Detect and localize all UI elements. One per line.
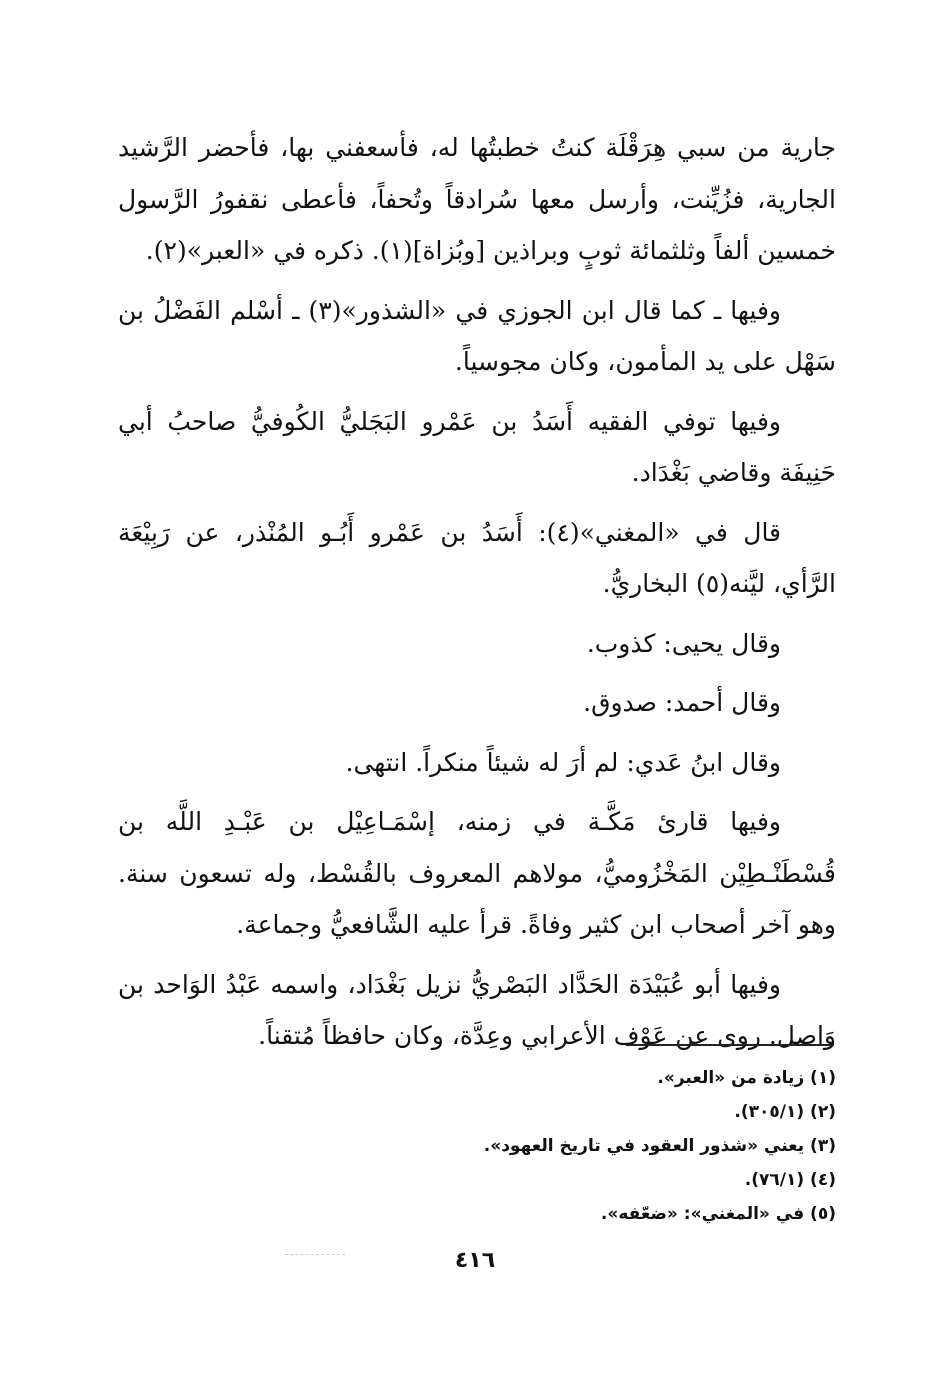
page-number: ٤١٦ bbox=[454, 1248, 496, 1273]
footnote-1: (١) زيادة من «العبر». bbox=[657, 1068, 836, 1088]
footnote-5: (٥) في «المغني»: «ضعّفه». bbox=[600, 1204, 836, 1224]
paragraph-7: وقال ابنُ عَدي: لم أرَ له شيئاً منكراً. انتهى. bbox=[345, 747, 781, 777]
paragraph-6: وقال أحمد: صدوق. bbox=[583, 688, 781, 717]
footnotes bbox=[118, 1061, 836, 1231]
paragraph-2: وفيها ـ كما قال ابن الجوزي في «الشذور»(٣) ـ أسْلم الفَضْلُ بن سَهْل على يد المأمون، وكان مجوسياً. bbox=[118, 295, 836, 376]
paragraph-3: وفيها توفي الفقيه أَسَدُ بن عَمْرو البَجَليُّ الكُوفيُّ صاحبُ أبي حَنِيفَة وقاضي بَغْدَاد. bbox=[118, 406, 836, 487]
footnote-3: (٣) يعني «شذور العقود في تاريخ العهود». bbox=[483, 1136, 836, 1156]
footnote-4: (٤) (٧٦/١). bbox=[744, 1170, 836, 1190]
footnote-2: (٢) (٣٠٥/١). bbox=[734, 1102, 836, 1122]
paragraph-5: وقال يحيى: كذوب. bbox=[586, 628, 781, 658]
paragraph-8: وفيها قارئ مَكَّـة في زمنه، إسْمَـاعِيْل بن عَبْـدِ اللَّه بن قُسْطَنْـطِيْن المَخْزُوميُّ، مولاهم المعروف بالقُسْط، وله تسعون سنة. وهو آخر أصحاب ابن كثير وفاةً. قرأ عليه الشَّافعيُّ وجماعة. bbox=[118, 807, 836, 939]
paragraph-1: جارية من سبي هِرَقْلَة كنتُ خطبتُها له، فأسعفني بها، فأحضر الرَّشيد الجارية، فزُيِّنت، وأرسل معها سُرادقاً وتُحفاً، فأعطى نقفورُ الرَّسول خمسين ألفاً وثلثمائة ثوبٍ وبراذين [وبُزاة](١). ذكره في «العبر»(٢). bbox=[118, 133, 836, 265]
paragraph-9: وفيها أبو عُبَيْدَة الحَدَّاد البَصْريُّ نزيل بَغْدَاد، واسمه عَبْدُ الوَاحد بن وَاصل. روى عن عَوْف الأعرابي وعِدَّة، وكان حافظاً مُتقناً. bbox=[118, 969, 836, 1050]
paragraph-4: قال في «المغني»(٤): أَسَدُ بن عَمْرو أَبُـو المُنْذر، عن رَبِيْعَة الرَّأي، ليَّنه(٥) البخاريُّ. bbox=[118, 517, 836, 598]
main-text bbox=[118, 122, 836, 1070]
footnote-separator bbox=[626, 1044, 834, 1046]
scan-artifact-line bbox=[285, 1254, 345, 1255]
